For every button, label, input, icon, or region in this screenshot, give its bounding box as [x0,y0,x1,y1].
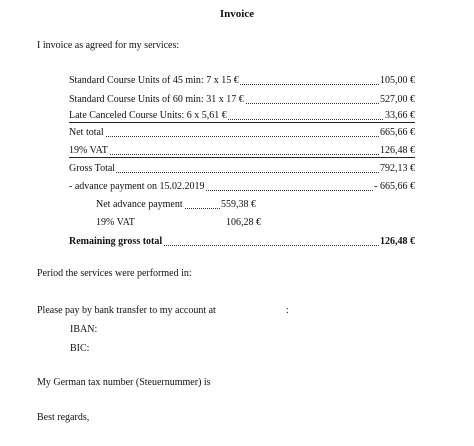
line-label: Standard Course Units of 60 min: 31 x 17 € [69,94,244,105]
line-label: - advance payment on 15.02.2019 [69,181,205,192]
line-label: 19% VAT [69,145,108,156]
invoice-title: Invoice [219,8,255,20]
line-remaining-gross [69,236,415,248]
iban-label: IBAN: [70,324,98,335]
line-late-canceled [69,110,415,123]
line-label: Late Canceled Course Units: 6 x 5,61 € [69,110,227,121]
line-value: 559,38 € [221,199,256,210]
line-label: Standard Course Units of 45 min: 7 x 15 € [69,75,239,86]
line-value: 105,00 € [380,75,415,86]
line-label: Remaining gross total [69,236,163,247]
leader-dots [69,136,415,137]
line-value: 792,13 € [380,163,415,174]
bank-intro-text: Please pay by bank transfer to my account at [37,305,216,316]
tax-number-text: My German tax number (Steuernummer) is [37,377,211,388]
bic-label: BIC: [70,343,90,354]
leader-dots [69,172,415,173]
line-value: 527,00 € [380,94,415,105]
intro-text: I invoice as agreed for my services: [37,40,180,51]
line-label: Net advance payment [96,199,183,210]
line-value: - 665,66 € [374,181,415,192]
line-value: 126,48 € [380,145,415,156]
line-advance-payment [69,181,415,193]
line-value: 665,66 € [380,127,415,138]
period-text: Period the services were performed in: [37,268,192,279]
line-label: 19% VAT [96,217,135,228]
line-value: 33,66 € [385,110,415,121]
line-label: Net total [69,127,104,138]
line-value: 126,48 € [380,236,415,247]
line-vat [69,145,415,158]
line-standard-45 [69,75,415,87]
line-gross-total [69,163,415,175]
advance-net-line [96,199,256,211]
line-standard-60 [69,94,415,106]
line-value: 106,28 € [226,217,261,228]
advance-vat-line [96,217,261,229]
regards-text: Best regards, [37,412,90,423]
line-net-total [69,127,415,139]
line-label: Gross Total [69,163,116,174]
leader-dots [69,154,415,155]
bank-colon: : [286,305,289,316]
